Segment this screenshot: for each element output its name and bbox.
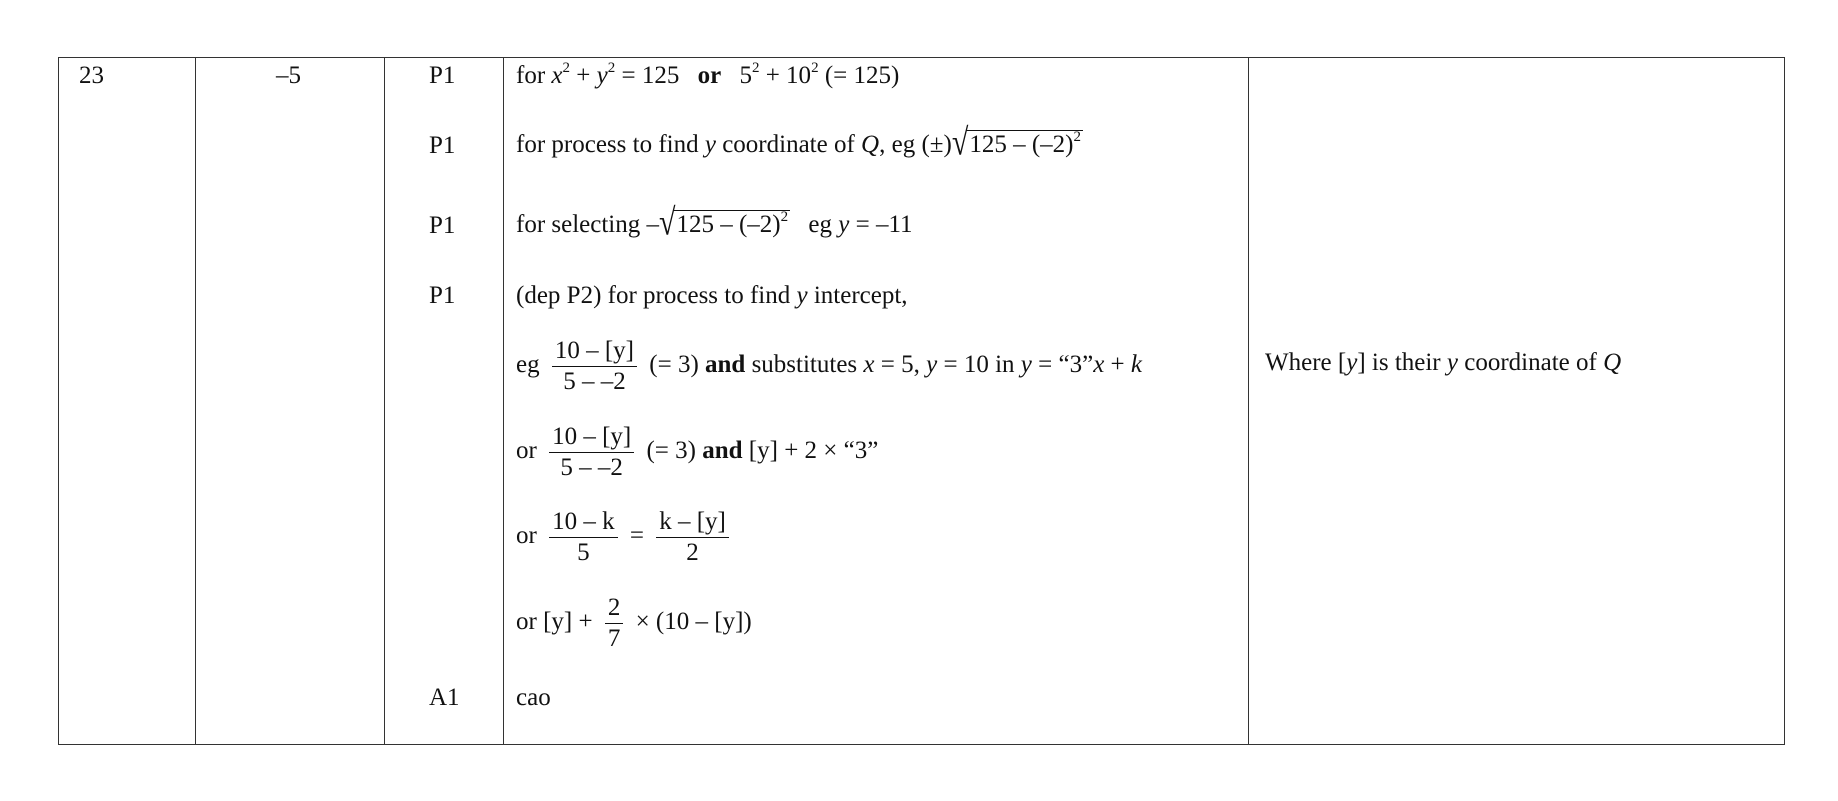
fraction-right: $\frac{k - [y]}{2}$ — [656, 507, 729, 568]
fraction-gradient: $\frac{10 - [y]}{5 - -2}$ — [552, 336, 637, 397]
mark-code: P1 — [429, 212, 456, 239]
fraction-gradient: $\frac{10 - [y]}{5 - -2}$ — [549, 422, 634, 483]
mark-code: A1 — [429, 684, 460, 711]
additional-guidance: Where [y] is their y coordinate of Q — [1265, 349, 1622, 376]
mark-code: P1 — [429, 132, 456, 159]
guidance-line-7: or $\frac{10 - k}{5}$ = $\frac{k - [y]}{2}$ — [516, 507, 735, 568]
guidance-line-8: or [y] + $\frac{2}{7}$ × (10 – [y]) — [516, 594, 752, 652]
answer-value: –5 — [276, 62, 301, 89]
guidance-line-9: cao — [516, 684, 551, 711]
column-divider — [1248, 58, 1249, 744]
mark-code: P1 — [429, 282, 456, 309]
question-number: 23 — [79, 62, 104, 89]
guidance-line-3: for selecting $-√125 - (-2)^2$ eg y = –11 — [516, 201, 913, 243]
column-divider — [195, 58, 196, 744]
square-root: $√125 - (-2)^2$ — [659, 201, 789, 243]
guidance-line-2: for process to find y coordinate of Q, eg $(\pm)√125 - (-2)^2$ — [516, 121, 1081, 163]
guidance-line-5: eg $\frac{10 - [y]}{5 - -2}$ (= 3) and substitutes x = 5, y = 10 in y = “3”x + k — [516, 337, 1143, 395]
mark-scheme-table — [58, 57, 1785, 745]
square-root: $√125 - (-2)^2$ — [951, 121, 1081, 163]
fraction-two-sevenths: $\frac{2}{7}$ — [605, 593, 624, 654]
fraction-left: $\frac{10 - k}{5}$ — [549, 507, 618, 568]
guidance-line-4: (dep P2) for process to find y intercept, — [516, 282, 908, 309]
column-divider — [384, 58, 385, 744]
guidance-line-1: for $x^2 + y^2 = 125$ or $5^2 + 10^2$ (= 125) — [516, 60, 900, 89]
column-divider — [503, 58, 504, 744]
guidance-line-6: or $\frac{10 - [y]}{5 - -2}$ (= 3) and [y] + 2 × “3” — [516, 423, 879, 481]
mark-code: P1 — [429, 62, 456, 89]
